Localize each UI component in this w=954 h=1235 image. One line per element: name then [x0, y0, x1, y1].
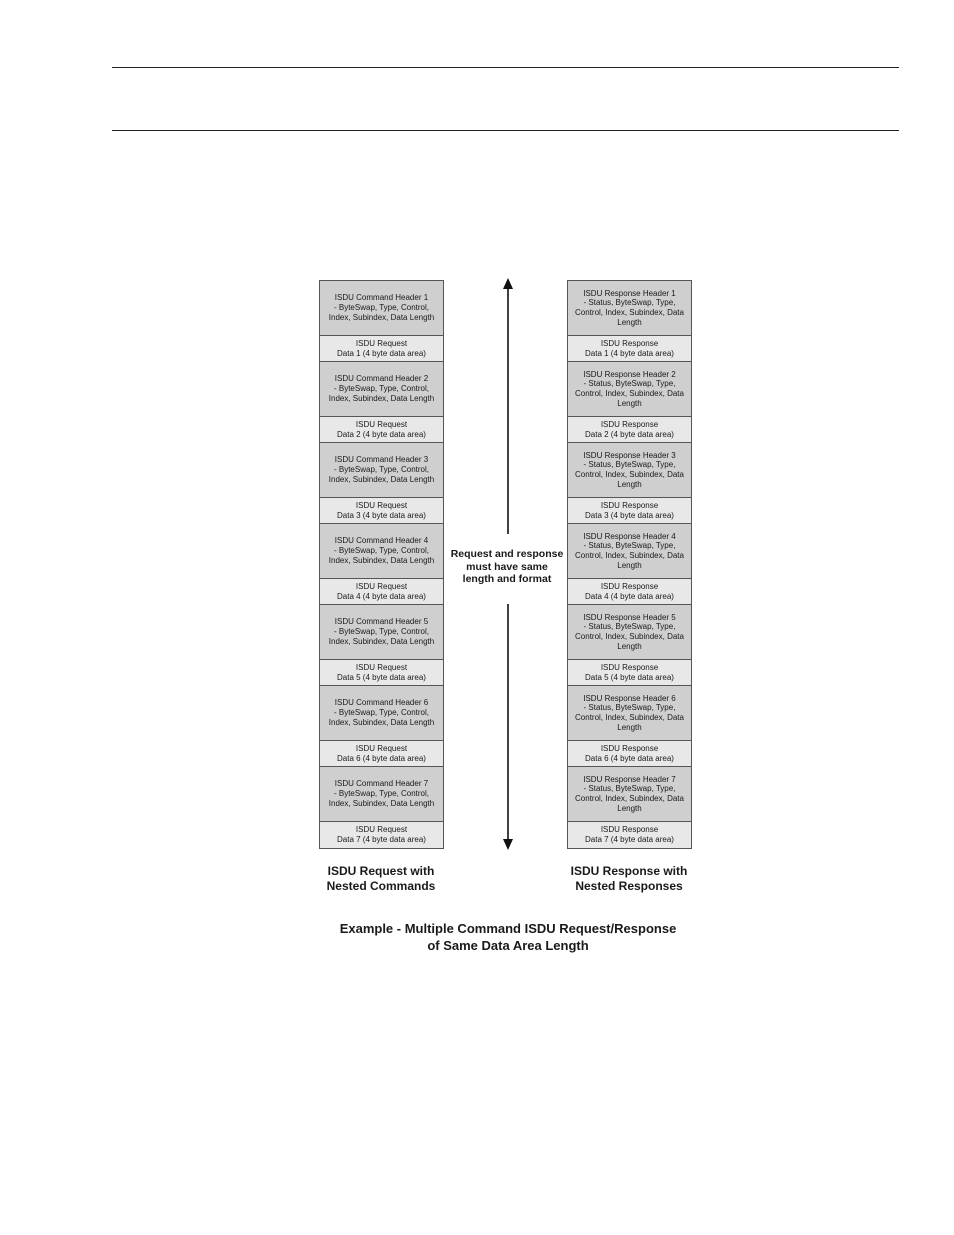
request-data-cell: ISDU Request Data 3 (4 byte data area) — [320, 498, 443, 524]
response-header-cell: ISDU Response Header 7 - Status, ByteSwap, Type, Control, Index, Subindex, Data Length — [568, 767, 691, 822]
response-data-cell: ISDU Response Data 1 (4 byte data area) — [568, 336, 691, 362]
isdu-request-column — [319, 280, 444, 849]
response-header-cell: ISDU Response Header 5 - Status, ByteSwap, Type, Control, Index, Subindex, Data Length — [568, 605, 691, 660]
response-data-cell: ISDU Response Data 4 (4 byte data area) — [568, 579, 691, 605]
response-data-cell: ISDU Response Data 5 (4 byte data area) — [568, 660, 691, 686]
request-data-cell: ISDU Request Data 7 (4 byte data area) — [320, 822, 443, 848]
response-data-cell: ISDU Response Data 3 (4 byte data area) — [568, 498, 691, 524]
request-header-cell: ISDU Command Header 2 - ByteSwap, Type, Control, Index, Subindex, Data Length — [320, 362, 443, 417]
request-data-cell: ISDU Request Data 6 (4 byte data area) — [320, 741, 443, 767]
response-header-cell: ISDU Response Header 4 - Status, ByteSwap, Type, Control, Index, Subindex, Data Length — [568, 524, 691, 579]
request-header-cell: ISDU Command Header 7 - ByteSwap, Type, Control, Index, Subindex, Data Length — [320, 767, 443, 822]
request-data-cell: ISDU Request Data 5 (4 byte data area) — [320, 660, 443, 686]
response-data-cell: ISDU Response Data 6 (4 byte data area) — [568, 741, 691, 767]
length-format-note: Request and response must have same length and format — [450, 548, 564, 585]
response-header-cell: ISDU Response Header 3 - Status, ByteSwap, Type, Control, Index, Subindex, Data Length — [568, 443, 691, 498]
request-header-cell: ISDU Command Header 1 - ByteSwap, Type, Control, Index, Subindex, Data Length — [320, 281, 443, 336]
response-header-cell: ISDU Response Header 1 - Status, ByteSwap, Type, Control, Index, Subindex, Data Length — [568, 281, 691, 336]
request-header-cell: ISDU Command Header 6 - ByteSwap, Type, Control, Index, Subindex, Data Length — [320, 686, 443, 741]
request-data-cell: ISDU Request Data 2 (4 byte data area) — [320, 417, 443, 443]
header-rule-bottom — [112, 130, 899, 131]
response-column-label: ISDU Response with Nested Responses — [570, 864, 688, 893]
response-data-cell: ISDU Response Data 7 (4 byte data area) — [568, 822, 691, 848]
isdu-response-column — [567, 280, 692, 849]
header-rule-top — [112, 67, 899, 68]
request-data-cell: ISDU Request Data 1 (4 byte data area) — [320, 336, 443, 362]
request-column-label: ISDU Request with Nested Commands — [326, 864, 436, 893]
response-header-cell: ISDU Response Header 6 - Status, ByteSwap, Type, Control, Index, Subindex, Data Length — [568, 686, 691, 741]
request-data-cell: ISDU Request Data 4 (4 byte data area) — [320, 579, 443, 605]
response-data-cell: ISDU Response Data 2 (4 byte data area) — [568, 417, 691, 443]
request-header-cell: ISDU Command Header 5 - ByteSwap, Type, Control, Index, Subindex, Data Length — [320, 605, 443, 660]
response-header-cell: ISDU Response Header 2 - Status, ByteSwap, Type, Control, Index, Subindex, Data Length — [568, 362, 691, 417]
request-header-cell: ISDU Command Header 3 - ByteSwap, Type, Control, Index, Subindex, Data Length — [320, 443, 443, 498]
figure-caption: Example - Multiple Command ISDU Request/Response of Same Data Area Length — [339, 921, 677, 953]
request-header-cell: ISDU Command Header 4 - ByteSwap, Type, Control, Index, Subindex, Data Length — [320, 524, 443, 579]
